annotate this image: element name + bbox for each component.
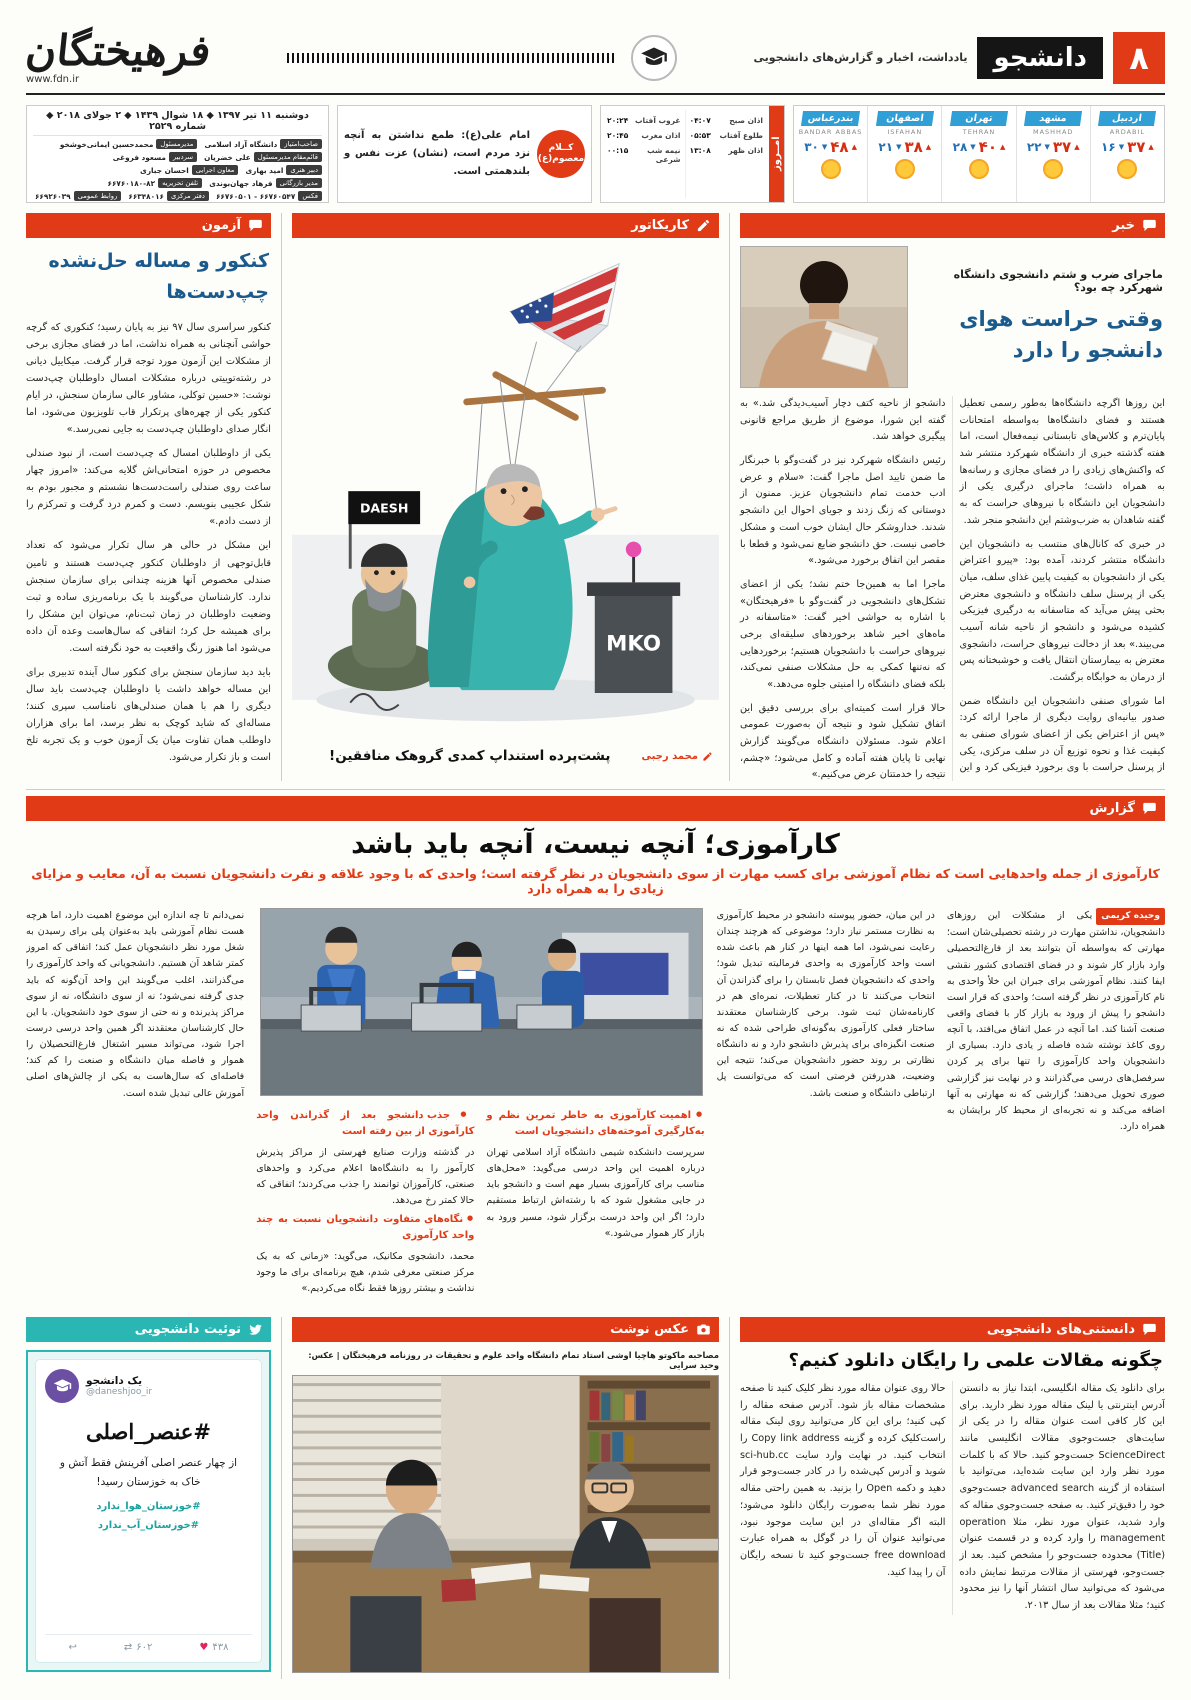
temp-down-icon: ▼	[896, 143, 902, 151]
news-paragraph: در خبری که کانال‌های منتسب به دانشجویان این دانشگاه منتشر کردند، آمده بود: «پیرو اعتراض یکی از دانشجویان به کیفیت پایین غذای سلف، میان یکی از پرسنل سلف دانشگاه و دانشجوی معترض بحثی پیش می‌آید که متاسفانه به درگیری فیزیکی کشیده می‌شود و دانشجو از ناحیه شانه آسیب می‌بیند.» بعد از دخالت نیروهای حراست، دانشجوی معترض به بیمارستان انتقال یافت و خوشبختانه پس از درمان به خوابگاه برگشت.	[959, 538, 1165, 683]
temp-high: ۴۸	[830, 138, 849, 156]
masthead-cells	[33, 139, 322, 203]
sun-icon	[1043, 159, 1063, 179]
report-column-1	[947, 908, 1165, 1297]
weather-city-en: BANDAR ABBAS	[798, 128, 863, 136]
dateline: دوشنبه ۱۱ تیر ۱۳۹۷ ◆ ۱۸ شوال ۱۴۳۹ ◆ ۲ جولای ۲۰۱۸ ◆ شماره ۲۵۲۹	[33, 110, 322, 136]
daesh-flag-label: DAESH	[359, 500, 409, 516]
report-column-3: ● اهمیت کارآموزی به خاطر تمرین نظم و به‌کارگیری آموخته‌های دانشجویان است سرپرست دانشکده شیمی دانشگاه آزاد اسلامی تهران درباره اهمیت این واحد درسی می‌گوید: «محل‌های مناسب برای کارآموزی بسیار مهم است و دانشجو باید در جایی مشغول شود که با رشته‌اش ارتباط مستقیم دارد؛ اگر این واحد درست برگزار شود، مسیر ورود به بازار کار هموار می‌شود.»	[486, 908, 704, 1297]
artist-signature: محمد رجبی	[641, 751, 713, 762]
section-name: دانشجو	[977, 37, 1103, 79]
temp-up-icon: ▲	[925, 143, 932, 151]
weather-temps	[953, 138, 1006, 156]
caricature-caption: پشت‌پرده استنداپ کمدی گروهک منافقین!	[329, 748, 611, 764]
page-header	[23, 26, 1165, 95]
news-head-wrap	[916, 246, 1165, 388]
masthead-cell: مدیر بازرگانی فرهاد جهان‌بوندی	[209, 178, 322, 188]
report-subsection-title: ● جذب دانشجو بعد از گذراندن واحد کارآموزی از بین رفته است	[256, 1108, 474, 1140]
temp-down-icon: ▼	[1044, 143, 1050, 151]
report-subsection-title: ● اهمیت کارآموزی به خاطر تمرین نظم و به‌کارگیری آموخته‌های دانشجویان است	[486, 1108, 704, 1140]
header-right	[754, 32, 1165, 84]
masthead-cell: تلفن تحریریه ۶۶۷۶۰۱۸۰-۸۲	[107, 178, 202, 188]
newspaper-logo: فرهیختگان	[23, 26, 214, 75]
sun-icon	[969, 159, 989, 179]
pencil-icon	[702, 751, 713, 762]
caricature-drawing	[292, 246, 719, 746]
knowhow-paragraph: حالا روی عنوان مقاله مورد نظر کلیک کنید تا صفحه مشخصات مقاله باز شود. آدرس صفحه مقاله را کپی کنید؛ برای این کار می‌توانید روی لینک مقاله راست‌کلیک کرده و گزینه Copy link address را انتخاب کنید. در نهایت وارد سایت sci-hub.cc شوید و آدرس کپی‌شده را در کادر جست‌وجو قرار دهید و دکمه Open را بزنید. به همین راحتی مقاله مورد نظر شما به‌صورت رایگان دانلود می‌شود؛ البته اگر مقاله‌ای در این سایت موجود نبود، می‌توانید عنوان آن را در گوگل به همراه عبارت free download جست‌وجو کنید تا نسخه رایگان آن را پیدا کنید.	[740, 1383, 946, 1578]
sun-icon	[821, 159, 841, 179]
weather-temps	[878, 138, 931, 156]
reply-icon: ↩	[68, 1642, 77, 1653]
exam-section-label: آزمون	[201, 218, 241, 233]
twitter-bird-icon	[248, 1322, 263, 1337]
weather-city-name: بندرعباس	[801, 111, 861, 126]
masthead-cell: دفتر مرکزی ۶۶۳۴۸۰۱۶	[128, 191, 209, 201]
masthead-cell: مدیرمسئول محمدحسین ایمانی‌خوشخو	[60, 139, 198, 149]
tweet-header	[45, 1369, 252, 1403]
report-subhead: کارآموزی از جمله واحدهایی است که نظام آموزشی برای کسب مهارت از سوی دانشجویان در نظر گرفته است؛ واحدی که با وجود علاقه و نفرت دانشجویان نسبت به آن، معایب و مزایای زیادی را به همراه دارد	[31, 866, 1160, 896]
caricature-section	[292, 213, 730, 781]
photonote-section	[292, 1317, 730, 1679]
news-photo	[740, 246, 908, 388]
caricature-section-icon	[696, 218, 711, 233]
report-column-5: نمی‌دانم تا چه اندازه این موضوع اهمیت دارد، اما هرچه هست نظام آموزشی باید به‌عنوان پلی برای رسیدن به شغل مورد نظر دانشجویان عمل کند؛ اتفاقی که امروز کمتر شاهد آن هستیم. دانشجویانی که واحد کارآموزی را می‌گذرانند، اغلب می‌گویند این واحد آن‌گونه که باید جدی گرفته نمی‌شود؛ نه از سوی دانشگاه، نه از سوی مراکز پذیرنده و نه حتی از سوی خود دانشجویان. با این حال کارشناسان معتقدند اگر همین واحد درسی درست اجرا شود، می‌تواند مسیر اشتغال فارغ‌التحصیلان را هموار و فاصله میان دانشگاه و صنعت را کم کند؛ فاصله‌ای که سال‌هاست به یکی از چالش‌های اصلی آموزش عالی تبدیل شده است.	[26, 910, 245, 1099]
exam-paragraph: کنکور سراسری سال ۹۷ نیز به پایان رسید؛ کنکوری که گرچه حواشی آنچنانی به همراه نداشت، اما در فضای مجازی برخی از مشکلات این آزمون مورد توجه قرار گرفت. میکاییل دیانی در رشته‌توییتی درباره مشکلات امسال داوطلبان چپ‌دست نوشت: «حسین توکلی، مشاور عالی سازمان سنجش، در ایام کنکور یکی از چهره‌های پرتکرار قاب تلویزیون می‌شود، اما انگار صدای داوطلبان چپ‌دست به جایی نمی‌رسد.»	[26, 321, 271, 436]
report-column-4: ● جذب دانشجو بعد از گذراندن واحد کارآموزی از بین رفته است در گذشته وزارت صنایع فهرستی از مراکز پذیرش کارآموز را به دانشگاه‌ها اعلام می‌کرد و واحدهای صنعتی، کارآموزان توانمند را جذب می‌کردند؛ اتفاقی که حالا کمتر رخ می‌دهد. ● نگاه‌های متفاوت دانشجویان نسبت به چند واحد کارآموزی محمد، دانشجوی مکانیک، می‌گوید: «زمانی که به یک مرکز صنعتی معرفی شدم، هیچ برنامه‌ای برای ما وجود نداشت و بیشتر روزها فقط نگاه می‌کردیم.»	[256, 908, 474, 1297]
temp-up-icon: ▲	[999, 143, 1006, 151]
report-body	[26, 908, 1165, 1297]
header-left	[23, 26, 214, 85]
weather-city-en: ISFAHAN	[887, 128, 923, 136]
tweet-card	[35, 1359, 262, 1663]
temp-high: ۳۸	[904, 138, 923, 156]
news-paragraph: اما شورای صنفی دانشجویان این دانشگاه ضمن صدور بیانیه‌ای روایت دیگری از ماجرا ارائه کرد: «پس از اعتراض یکی از اعضای شورای صنفی به کیفیت غذا و نحوه توزیع آن در سلف مرکزی، یکی از پرسنل حراست با وی برخورد فیزیکی کرد و این دانشجو از ناحیه کتف دچار آسیب‌دیدگی شد.» به گفته این شورا، موضوع از طریق مراجع قانونی پیگیری خواهد شد.	[740, 398, 1165, 774]
tweet-box	[26, 1350, 271, 1672]
temp-high: ۳۷	[1052, 138, 1072, 156]
prayer-time-item: اذان صبح ۰۴:۰۷	[689, 116, 763, 125]
tweet-section-bar	[26, 1317, 271, 1342]
tweet-text: از چهار عنصر اصلی آفرینش فقط آتش و خاک به خوزستان رسید!	[59, 1457, 238, 1489]
weather-city-name: اردبیل	[1098, 111, 1156, 126]
exam-paragraph: باید دید سازمان سنجش برای کنکور سال آینده تدبیری برای این مساله خواهد داشت یا داوطلبان چپ‌دست باید سال دیگری را هم با همان صندلی‌های نامناسب سپری کنند؛ مساله‌ای که شاید کوچک به نظر برسد، اما برای هزاران داوطلب همان تفاوت میان یک آزمون خوب و یک تجربه تلخ است و باز تکرار می‌شود.	[26, 666, 271, 764]
report-section-bar	[26, 796, 1165, 821]
reporter-badge: وحیده کریمی	[1096, 908, 1165, 925]
news-paragraph: این روزها اگرچه دانشگاه‌ها به‌طور رسمی تعطیل هستند و فضای دانشگاه‌ها به‌واسطه امتحانات پایان‌ترم و کلاس‌های تابستانی نیمه‌فعال است، اما هفته گذشته خبری از دانشگاه شهرکرد منتشر شد که واکنش‌های زیادی را در فضای مجازی و رسانه‌ها به همراه داشت؛ ماجرای درگیری یکی از دانشجویان این دانشگاه با نیروهای حراست که به گفته شاهدان به ضرب‌وشتم این دانشجو منجر شد.	[959, 398, 1165, 526]
news-section-bar	[740, 213, 1165, 238]
knowhow-section	[740, 1317, 1165, 1679]
hadith-panel	[337, 105, 592, 203]
hadith-text: امام علی(ع): طمع نداشتن به آنچه نزد مردم است، (نشان) عزت نفس و بلندهمتی است.	[344, 130, 530, 177]
sun-icon	[895, 159, 915, 179]
prayer-time-item: غروب آفتاب ۲۰:۲۴	[607, 116, 681, 125]
sun-icon	[1117, 159, 1137, 179]
hadith-badge: کــلام معصوم(ع)	[537, 130, 585, 178]
temp-low: ۲۸	[952, 140, 968, 154]
caricature-section-label: کاریکاتور	[631, 218, 689, 233]
weather-temps	[1101, 138, 1154, 156]
report-subsection-title: ● نگاه‌های متفاوت دانشجویان نسبت به چند واحد کارآموزی	[256, 1212, 474, 1244]
masthead-cell: دبیر هنری امید بهاری	[245, 165, 322, 175]
masthead	[26, 105, 329, 203]
tweet-user-name: یک دانشجو	[86, 1375, 143, 1387]
tweet-section	[26, 1317, 282, 1679]
news-section-label: خبر	[1112, 218, 1135, 233]
caricature-caption-row	[292, 748, 719, 764]
report-section-icon	[1142, 801, 1157, 816]
masthead-cell: فکس ۶۶۷۶۰۵۴۷ - ۶۶۷۶۰۵۰۱	[216, 191, 322, 201]
temp-low: ۱۶	[1101, 140, 1116, 154]
prayer-time-item: طلوع آفتاب ۰۵:۵۳	[689, 131, 763, 140]
news-paragraph: ماجرا اما به همین‌جا ختم نشد؛ یکی از اعضای تشکل‌های دانشجویی در گفت‌وگو با «فرهیختگان» با اشاره به حواشی اخیر گفت: «متاسفانه در ماه‌های اخیر شاهد برخوردهای سلیقه‌ای برخی نیروهای حراست با دانشجویان هستیم؛ برخوردهایی که نه‌تنها کمکی به حل مشکلات صنفی نمی‌کند، بلکه فضای دانشگاه را امنیتی جلوه می‌دهد.»	[740, 578, 946, 690]
masthead-cell: معاون اجرایی احسان جباری	[140, 165, 238, 175]
exam-section	[26, 213, 282, 781]
tweet-avatar	[45, 1369, 79, 1403]
news-paragraph: رئیس دانشگاه شهرکرد نیز در گفت‌وگو با خبرنگار ما ضمن تایید اصل ماجرا گفت: «سلام و عرض ادب خدمت تمام دانشجویان عزیز. ممنون از دوستانی که زنگ زدند و جویای احوال این دانشجو شدند. خداروشکر حال ایشان خوب است و مشکل خاصی نیست. حق دانشجو ضایع نمی‌شود و قطعا با مقصر این اتفاق برخورد می‌شود.»	[740, 455, 946, 567]
weather-city	[867, 106, 941, 202]
temp-down-icon: ▼	[821, 143, 828, 151]
page-number: ۸	[1113, 32, 1165, 84]
website-link[interactable]: www.fdn.ir	[26, 74, 80, 85]
main-bottom-section	[26, 1317, 1165, 1679]
photonote-photo	[292, 1375, 719, 1673]
graduation-cap-icon	[631, 35, 677, 81]
prayer-panel-label: امــروز	[769, 106, 784, 202]
knowhow-paragraph: برای دانلود یک مقاله انگلیسی، ابتدا نیاز به دانستن آدرس اینترنتی یا لینک مقاله مورد نظر دارید. برای این کار کافی است عنوان مقاله را در یکی از سایت‌های جست‌وجوی مقالات انگلیسی مانند ScienceDirect جست‌وجو کنید. حالا که با کلمات مورد نظر وارد این سایت شده‌اید، می‌توانید با استفاده از گزینه advanced search جست‌وجوی خود را دقیق‌تر کنید. به صفحه جست‌وجوی مقاله که وارد شدید، عنوان مورد نظر، مثلا operation management را وارد کرده و در قسمت عنوان (Title) محدوده جست‌وجو را مشخص کنید. بعد از جست‌وجو، فهرستی از مقالات مرتبط نمایش داده می‌شود که می‌توانید سال انتشار آنها را نیز محدود کنید؛ مثلا مقالات بعد از سال ۲۰۱۳.	[959, 1383, 1165, 1611]
weather-panel	[793, 105, 1165, 203]
news-section-icon	[1142, 218, 1157, 233]
weather-temps	[1027, 138, 1080, 156]
exam-section-bar	[26, 213, 271, 238]
prayer-grid	[601, 106, 769, 202]
knowhow-section-label: دانستنی‌های دانشجویی	[986, 1322, 1135, 1337]
header-center	[287, 35, 677, 81]
knowhow-headline: چگونه مقالات علمی را رایگان دانلود کنیم؟	[788, 1350, 1163, 1371]
section-tagline: یادداشت، اخبار و گزارش‌های دانشجویی	[753, 51, 968, 64]
exam-paragraph: این مشکل در حالی هر سال تکرار می‌شود که تعداد قابل‌توجهی از داوطلبان کنکور چپ‌دست هستند و تامین صندلی مخصوص آنها هزینه چندانی برای سازمان سنجش ندارد. کارشناسان می‌گویند با یک برنامه‌ریزی ساده و ثبت وضعیت داوطلبان در زمان ثبت‌نام، می‌توان این مشکل را برای همیشه حل کرد؛ اتفاقی که سال‌هاست وعده آن داده می‌شود اما هنوز رنگ واقعیت به خود نگرفته است.	[26, 540, 271, 654]
main-top-section	[26, 213, 1165, 781]
weather-city	[1090, 106, 1164, 202]
weather-city-en: ARDABIL	[1109, 128, 1146, 136]
photonote-caption: مصاحبه ماکوتو هاچیا اوشی استاد تمام دانشگاه واحد علوم و تحقیقات در روزنامه فرهیختگان | عکس: وحید سرایی	[308, 1350, 719, 1370]
prayer-time-item: اذان مغرب ۲۰:۴۵	[607, 131, 681, 140]
temp-up-icon: ▲	[1148, 143, 1154, 151]
tweet-user-handle: @daneshjoo_ir	[86, 1387, 153, 1397]
knowhow-section-bar	[740, 1317, 1165, 1342]
photonote-section-bar	[292, 1317, 719, 1342]
retweet-icon: ⇄	[123, 1642, 133, 1653]
report-section-label: گزارش	[1089, 801, 1135, 816]
report-intro: وحیده کریمییکی از مشکلات این روزهای دانشجویان، نداشتن مهارت در رشته تحصیلی‌شان است؛ مهارتی که به‌واسطه آن بتوانند بعد از فارغ‌التحصیلی وارد بازار کار شوند و در فضای اقتصادی کشور نقشی ایفا کنند. نظام آموزشی برای جبران این خلأ واحدی به نام کارآموزی در نظر گرفته است؛ واحدی که قرار است دانشجو را پیش از ورود به بازار کار با فضای واقعی صنعت آشنا کند. اما آنچه در عمل اتفاق می‌افتد، با آنچه روی کاغذ نوشته شده فاصله ز یادی دارد. بسیاری از دانشجویان واحد کارآموزی را تنها برای پر کردن سرفصل‌های درسی می‌گذرانند و در نهایت نیز گزارشی صوری تحویل می‌دهند؛ گزارشی که نه مهارتی به آنها اضافه می‌کند و نه تجربه‌ای از محیط کار برایشان به همراه دارد.	[946, 910, 1165, 1132]
weather-city-name: اصفهان	[876, 111, 934, 126]
temp-low: ۲۲	[1026, 140, 1042, 154]
weather-city-name: تهران	[950, 111, 1008, 126]
exam-headline: کنکور و مساله حل‌نشده چپ‌دست‌ها	[48, 250, 269, 304]
tweet-big-hashtag: #عنصر_اصلی	[86, 1419, 211, 1444]
news-body	[740, 396, 1165, 781]
camera-icon	[696, 1322, 711, 1337]
like-icon: ♥	[199, 1642, 209, 1653]
temp-low: ۳۰	[804, 140, 819, 154]
masthead-cell: صاحب‌امتیاز دانشگاه آزاد اسلامی	[204, 139, 322, 149]
temp-low: ۲۱	[878, 140, 894, 154]
tweet-section-label: توئیت دانشجویی	[134, 1322, 241, 1337]
weather-city	[794, 106, 867, 202]
temp-up-icon: ▲	[851, 143, 857, 151]
knowhow-body	[740, 1381, 1165, 1615]
weather-city	[1016, 106, 1090, 202]
like-count: ۴۳۸	[212, 1642, 229, 1653]
masthead-cell: روابط عمومی ۶۶۹۲۶۰۳۹	[35, 191, 121, 201]
news-kicker: ماجرای ضرب و شتم دانشجوی دانشگاه شهرکرد چه بود؟	[953, 267, 1163, 294]
exam-body	[26, 319, 271, 767]
info-bar	[26, 105, 1165, 203]
news-paragraph: حالا قرار است کمیته‌ای برای بررسی دقیق این اتفاق تشکیل شود و نتیجه آن به‌صورت عمومی اعلام شود. مسئولان دانشگاه می‌گویند گزارش نهایی تا پایان هفته آماده و کامل می‌شود؛ «چشم، نتیجه را خدمتتان عرض می‌کنیم.»	[740, 702, 946, 781]
photonote-section-label: عکس نوشت	[610, 1322, 689, 1337]
temp-high: ۴۰	[978, 138, 997, 156]
barcode	[287, 53, 617, 63]
prayer-time-item: اذان ظهر ۱۳:۰۸	[689, 146, 763, 155]
news-section	[740, 213, 1165, 781]
caricature-section-bar	[292, 213, 719, 238]
weather-temps	[804, 138, 857, 156]
news-top	[740, 246, 1165, 388]
retweet-count: ۶۰۲	[136, 1642, 153, 1653]
weather-city-name: مشهد	[1024, 111, 1082, 126]
masthead-cell: سردبیر مسعود فروغی	[113, 152, 197, 162]
prayer-time-item: نیمه شب شرعی ۰۰:۱۵	[607, 146, 681, 164]
temp-down-icon: ▼	[1118, 143, 1125, 151]
tweet-stats	[45, 1634, 252, 1653]
weather-city-en: MASHHAD	[1032, 128, 1074, 136]
weather-city-en: TEHRAN	[962, 128, 996, 136]
temp-down-icon: ▼	[970, 143, 976, 151]
exam-paragraph: یکی از داوطلبان امسال که چپ‌دست است، از نبود صندلی مخصوص در حوزه امتحانی‌اش گلایه می‌کند: «امروز چهار ساعت روی صندلی راست‌دست‌ها نشستم و مجبور بودم به شکل عجیبی بنویسم. دست و کمرم درد گرفت و تمرکزم را از دست دادم.»	[26, 448, 271, 528]
knowhow-section-icon	[1142, 1322, 1157, 1337]
exam-section-icon	[248, 218, 263, 233]
temp-up-icon: ▲	[1074, 143, 1080, 151]
masthead-cell: قائم‌مقام مدیرمسئول علی خضریان	[204, 152, 322, 162]
report-photo	[260, 908, 704, 1096]
news-headline: وقتی حراست هوای دانشجو را دارد	[959, 306, 1163, 362]
tweet-hashtags: #خوزستان_هوا_ندارد #خوزستان_آب_ندارد	[96, 1500, 201, 1532]
mko-podium-label: MKO	[606, 631, 662, 657]
prayer-times-panel	[600, 105, 785, 203]
report-column-2: در این میان، حضور پیوسته دانشجو در محیط کارآموزی به نظارت مستمر نیاز دارد؛ موضوعی که هرچند چندان رعایت نمی‌شود، اما همه اینها در کنار هم باعث شده است واحد کارآموزی به واحدی فرمالیته تبدیل شود؛ واحدی که دانشجویان فصل تابستان را برای گذراندن آن انتخاب می‌کنند تا در کنار تعطیلات، نمره‌ای هم در کارنامه‌شان ثبت شود. برخی کارشناسان معتقدند ساختار فعلی کارآموزی به‌گونه‌ای طراحی شده که نه صنعت انگیزه‌ای برای پذیرش دانشجو دارد و نه دانشگاه نظارتی بر روند حضور دانشجویان می‌کند؛ نتیجه این وضعیت، هدررفتن فرصتی است که می‌توانست پل ارتباطی دانشگاه و صنعت باشد.	[716, 910, 935, 1099]
weather-city	[941, 106, 1015, 202]
temp-high: ۳۷	[1127, 138, 1146, 156]
report-headline: کارآموزی؛ آنچه نیست، آنچه باید باشد	[351, 829, 840, 860]
report-section	[26, 789, 1165, 1309]
